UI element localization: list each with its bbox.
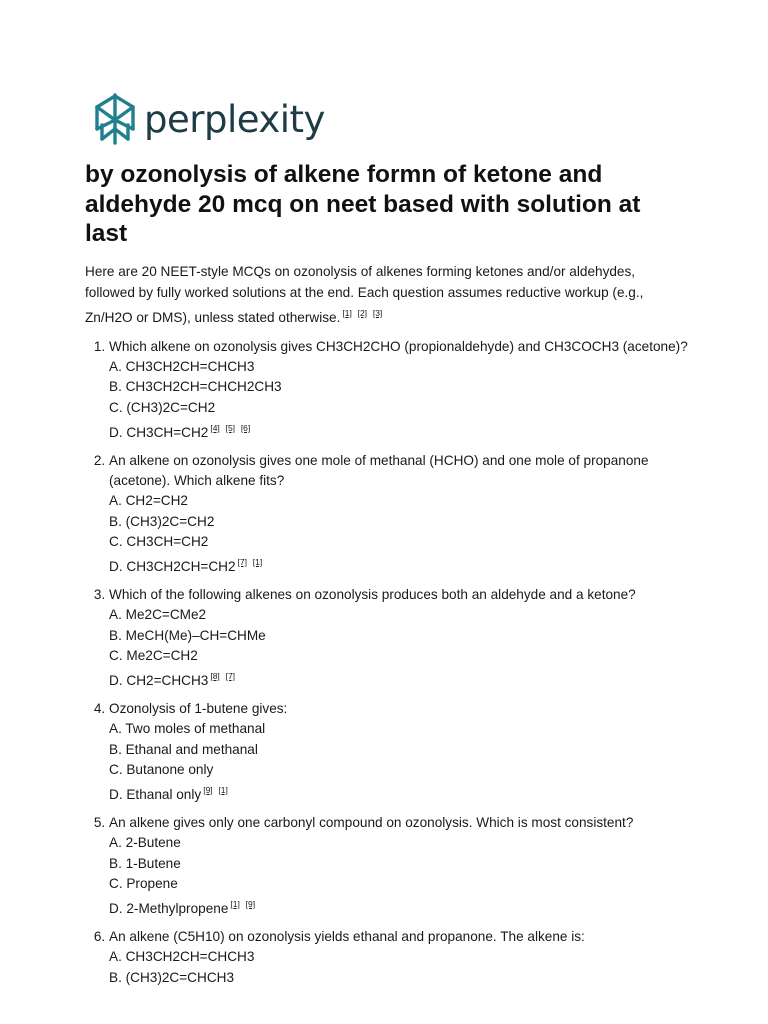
brand-name: perplexity [144, 97, 325, 141]
option-a: A. CH2=CH2 [109, 493, 188, 509]
perplexity-logo-icon [94, 93, 136, 145]
citation-link[interactable]: [9] [203, 785, 213, 796]
question-text: Which alkene on ozonolysis gives CH3CH2CHO (propionaldehyde) and CH3COCH3 (acetone)? [109, 339, 688, 354]
question-item [109, 813, 699, 919]
intro-paragraph [85, 262, 685, 329]
option-c: C. CH3CH=CH2 [109, 533, 209, 549]
option-d-line [109, 780, 699, 805]
question-item [109, 337, 699, 443]
option-b: B. 1-Butene [109, 855, 181, 871]
citation-link[interactable]: [1] [230, 899, 240, 910]
citation-link[interactable]: [1] [252, 557, 263, 568]
option-a: A. Me2C=CMe2 [109, 607, 207, 623]
option-d-line [109, 894, 699, 919]
question-text: Ozonolysis of 1-butene gives: [109, 701, 288, 717]
citation-link[interactable]: [8] [210, 671, 220, 682]
option-c: C. Propene [109, 875, 178, 891]
option-b: B. (CH3)2C=CH2 [109, 513, 215, 529]
option-d: D. 2-Methylpropene [109, 901, 229, 917]
citation-link[interactable]: [6] [240, 422, 251, 433]
option-c: C. (CH3)2C=CH2 [109, 399, 216, 415]
question-item [109, 451, 699, 577]
option-b: B. MeCH(Me)–CH=CHMe [109, 627, 266, 643]
citation-link[interactable]: [7] [237, 557, 247, 568]
citation-link[interactable]: [3] [372, 308, 383, 318]
option-d-line [109, 666, 699, 691]
question-text: An alkene (C5H10) on ozonolysis yields ethanal and propanone. The alkene is: [109, 929, 585, 945]
citation-link[interactable]: [1] [218, 785, 228, 796]
option-d: D. CH2=CHCH3 [109, 673, 209, 689]
intro-text: Here are 20 NEET-style MCQs on ozonolysis of alkenes forming ketones and/or aldehydes, followed by fully worked solutions at the end. Each question assumes reductive workup (e.g., Zn/H2O or DMS), unless stated otherwise. [85, 264, 644, 325]
question-item [109, 927, 699, 988]
option-d: D. CH3CH=CH2 [109, 424, 209, 440]
option-b: B. Ethanal and methanal [109, 741, 258, 757]
option-a: A. CH3CH2CH=CHCH3 [109, 359, 255, 375]
question-item [109, 585, 699, 691]
perplexity-logo[interactable] [94, 93, 325, 145]
citation-link[interactable]: [7] [225, 671, 236, 682]
option-a: A. CH3CH2CH=CHCH3 [109, 949, 255, 965]
question-text: An alkene on ozonolysis gives one mole of methanal (HCHO) and one mole of propanone (acetone). Which alkene fits? [109, 453, 649, 489]
question-list [85, 337, 699, 996]
question-text: An alkene gives only one carbonyl compound on ozonolysis. Which is most consistent? [109, 815, 634, 831]
question-text: Which of the following alkenes on ozonolysis produces both an aldehyde and a ketone? [109, 587, 636, 603]
option-a: A. Two moles of methanal [109, 721, 266, 737]
option-b: B. CH3CH2CH=CHCH2CH3 [109, 379, 282, 395]
citation-link[interactable]: [5] [225, 422, 236, 433]
option-d-line [109, 418, 699, 443]
option-c: C. Me2C=CH2 [109, 647, 198, 663]
citation-link[interactable]: [9] [245, 899, 256, 910]
option-d-line [109, 552, 699, 577]
question-item [109, 699, 699, 805]
option-c: C. Butanone only [109, 761, 214, 777]
citation-link[interactable]: [2] [357, 308, 368, 318]
option-d: D. CH3CH2CH=CH2 [109, 559, 236, 575]
page-title: by ozonolysis of alkene formn of ketone and aldehyde 20 mcq on neet based with solution at last [85, 161, 641, 247]
citation-link[interactable]: [1] [342, 308, 352, 318]
option-a: A. 2-Butene [109, 835, 181, 851]
citation-link[interactable]: [4] [210, 422, 220, 433]
option-d: D. Ethanal only [109, 787, 202, 803]
option-b: B. (CH3)2C=CHCH3 [109, 969, 235, 985]
